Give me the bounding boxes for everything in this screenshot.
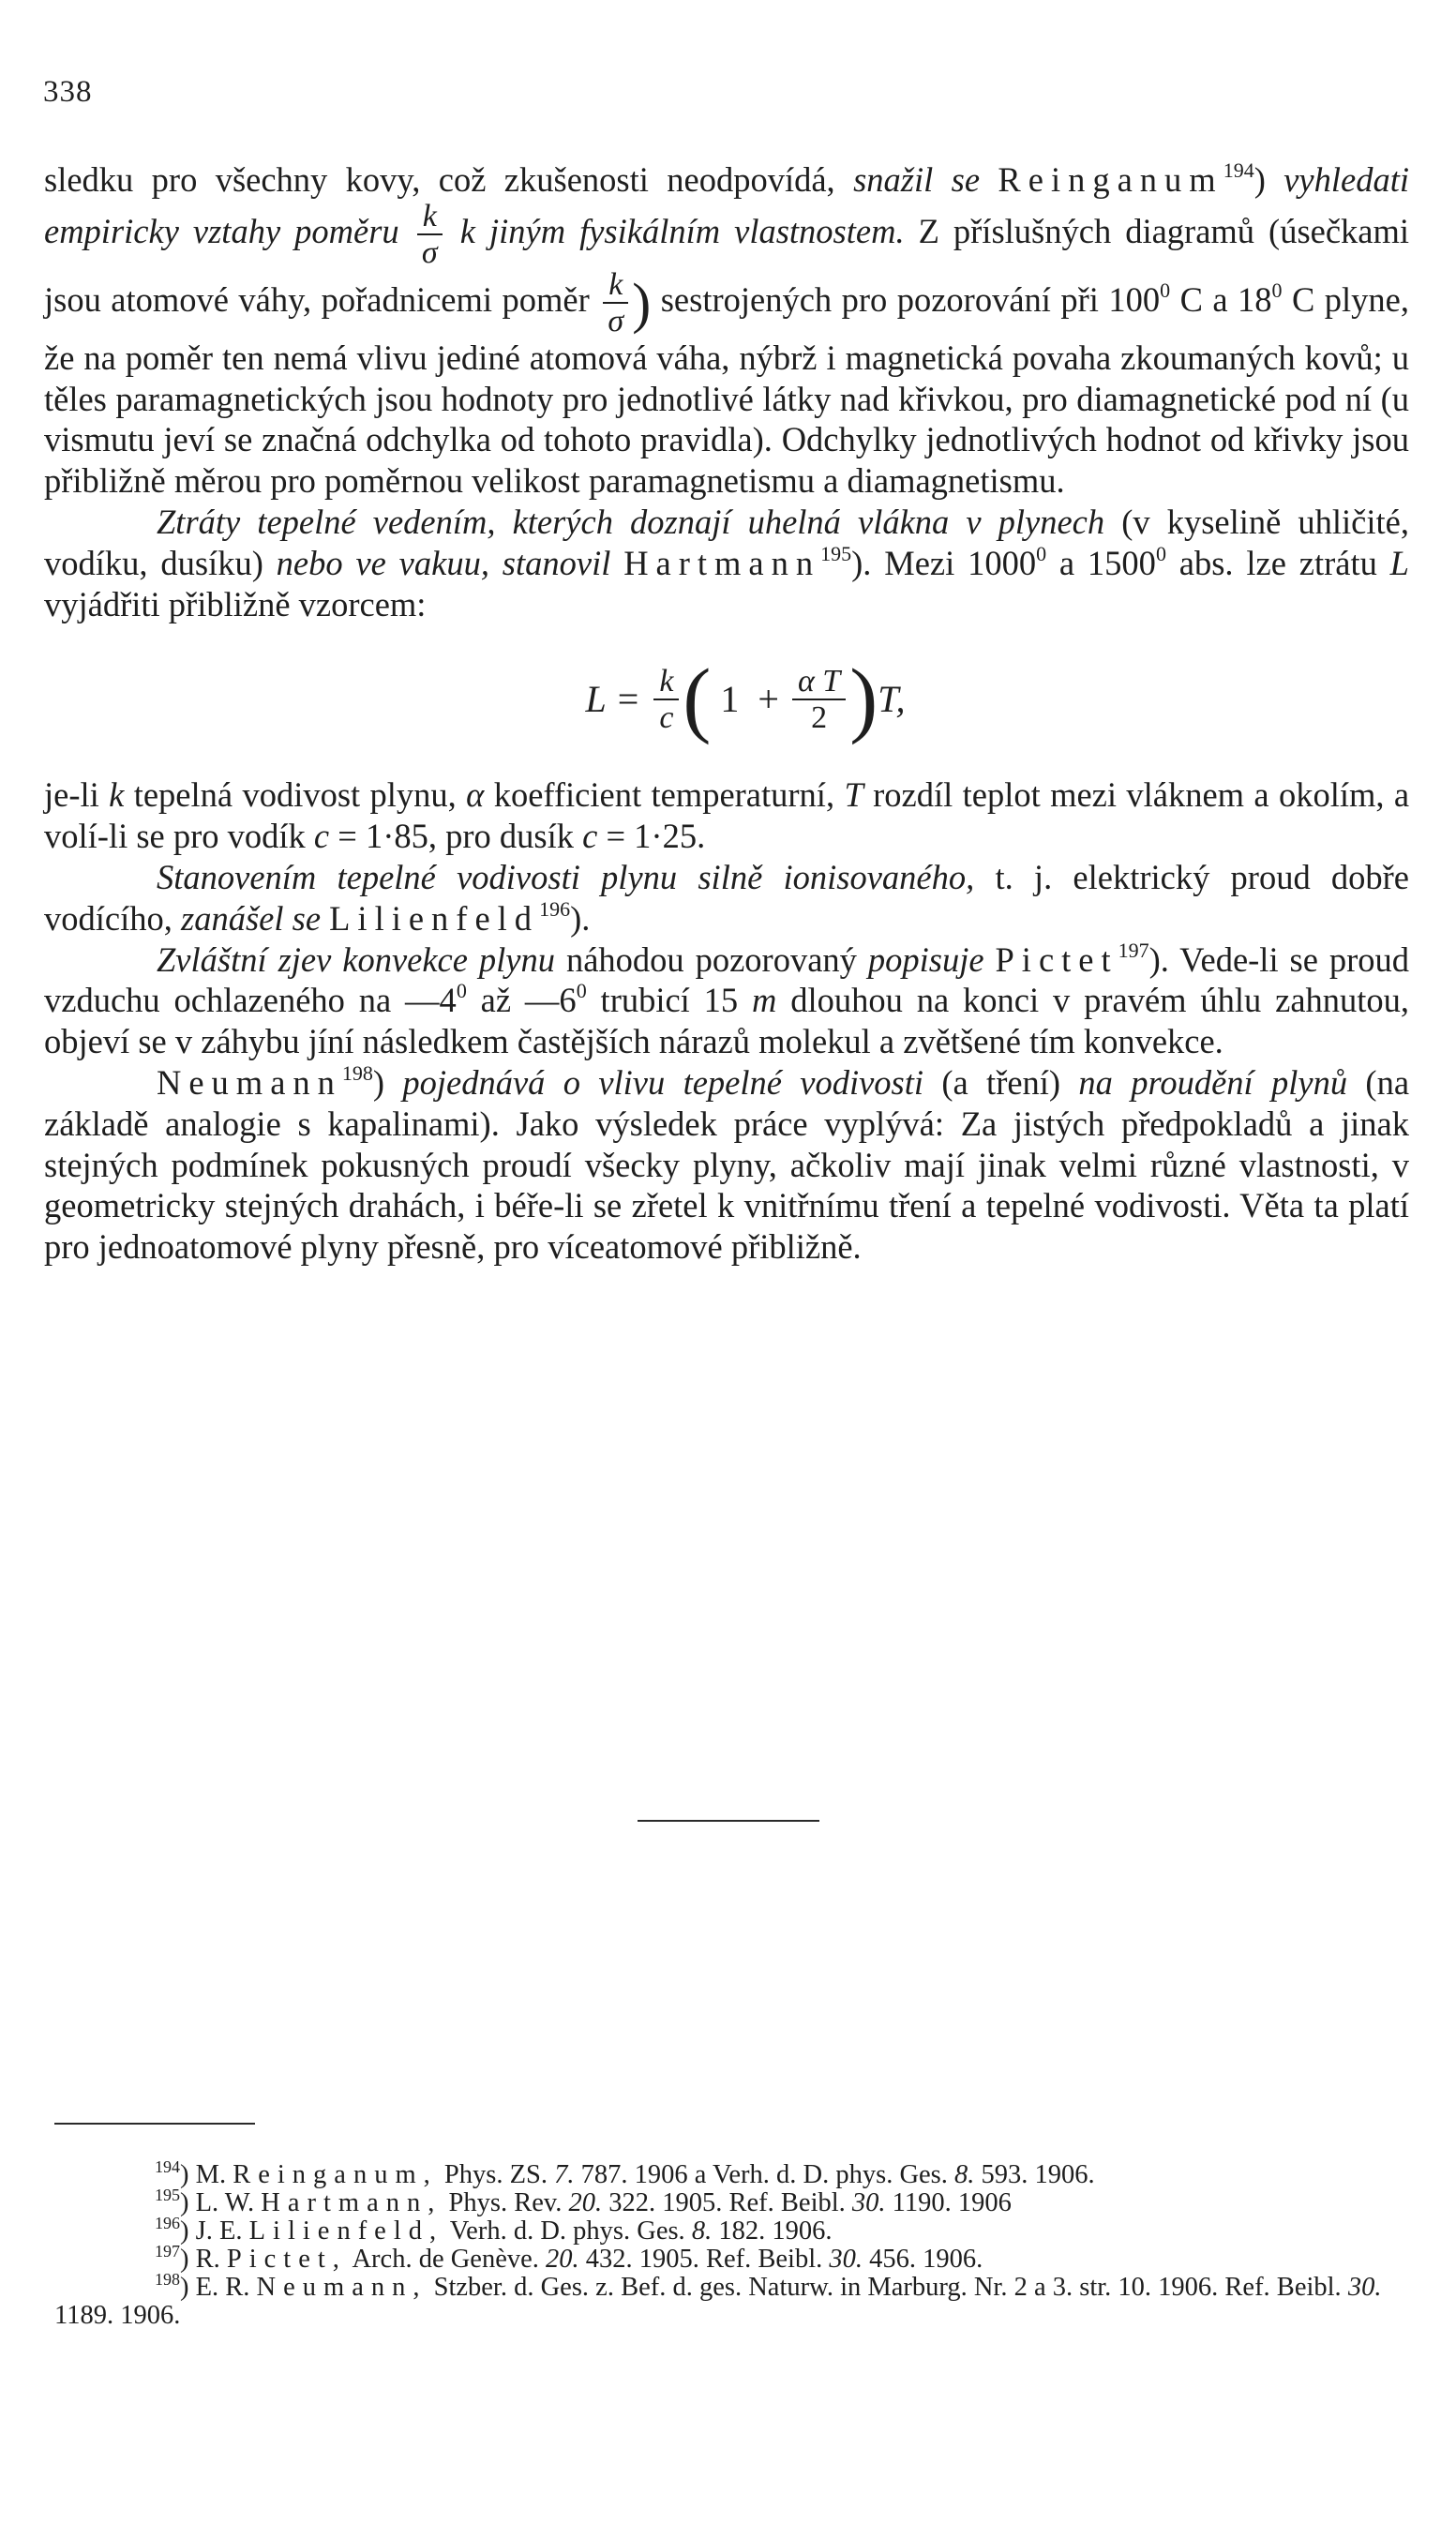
author-name: Neumann,: [256, 2273, 428, 2302]
text: sestrojených pro pozorování při 100: [660, 279, 1161, 319]
fraction-k-sigma-2: [603, 266, 628, 338]
footnote-196: [54, 2214, 1409, 2246]
degree-mark: 0: [1160, 278, 1171, 302]
text: C a 18: [1179, 279, 1272, 319]
fraction-numerator: k: [417, 201, 443, 235]
emphasis: na proudění plynů: [1078, 1062, 1348, 1102]
text: 182. 1906.: [718, 2216, 833, 2246]
emphasis: nebo ve vakuu, stanovil: [276, 543, 611, 582]
fraction-k-sigma: [417, 198, 443, 270]
author-name: Reinganum: [998, 160, 1223, 199]
text: náhodou pozorovaný: [565, 939, 857, 979]
text: ).: [570, 898, 591, 938]
formula-heat-loss: L = $\frac{k}{c}$ ( 1 + $\frac{\text{α T}}{2}$ ) T,: [585, 653, 906, 746]
paragraph-2: [44, 502, 1409, 624]
text: = 1·25.: [606, 817, 706, 856]
section-separator: [638, 1820, 819, 1822]
footnote-number: 196: [155, 2214, 180, 2232]
variable-c: c: [582, 817, 598, 856]
footnote-ref[interactable]: 198: [341, 1060, 373, 1085]
footnote-ref[interactable]: 195: [820, 541, 852, 565]
text: t. j. elektrický proud dobře vodícího,: [44, 857, 1409, 938]
text: Stzber. d. Ges. z. Bef. d. ges. Naturw. in Marburg. Nr. 2 a 3. str. 10. 1906. Ref. Beibl.: [433, 2273, 1342, 2302]
footnote-198: [54, 2270, 1409, 2330]
text: a 1500: [1058, 543, 1156, 582]
paragraph-6: [44, 1062, 1409, 1268]
text: ): [1253, 160, 1266, 199]
footnote-number: 195: [155, 2186, 180, 2204]
text: Arch. de Genève.: [352, 2245, 539, 2274]
text: Phys. ZS.: [443, 2160, 548, 2189]
fraction-denominator: c: [659, 699, 674, 735]
emphasis: pojednává o vlivu tepelné vodivosti: [402, 1062, 924, 1102]
degree-mark: 0: [456, 979, 467, 1003]
footnote-ref[interactable]: 196: [539, 896, 571, 921]
text: trubicí 15: [600, 981, 739, 1020]
text: 787. 1906 a Verh. d. D. phys. Ges.: [580, 2160, 948, 2189]
text: Mezi 1000: [884, 543, 1037, 582]
footnote-195: [54, 2186, 1409, 2217]
text: ) E. R.: [180, 2273, 250, 2302]
footnote-number: 197: [155, 2242, 180, 2261]
volume: 30.: [829, 2245, 863, 2274]
text: ) M.: [180, 2160, 227, 2189]
emphasis: popisuje: [867, 939, 984, 979]
text: vyjádřiti přibližně vzorcem:: [44, 584, 427, 623]
variable-c: c: [313, 817, 330, 856]
variable-alpha: α: [466, 775, 485, 815]
text: je-li: [44, 775, 99, 815]
formula-plus: +: [758, 678, 779, 721]
footnote-194: [54, 2157, 1409, 2189]
emphasis: k jiným fysikálním vlastnostem.: [459, 211, 905, 250]
emphasis: Zvláštní zjev konvekce plynu: [157, 939, 555, 979]
text: = 1·85, pro dusík: [338, 817, 574, 856]
text: (a tření): [941, 1062, 1061, 1102]
text: 593. 1906.: [981, 2160, 1095, 2189]
volume: 30.: [1347, 2273, 1382, 2302]
variable-T: T: [844, 775, 863, 815]
fraction-denominator: σ: [608, 303, 624, 338]
degree-mark: 0: [1036, 541, 1047, 565]
volume: 8.: [691, 2216, 713, 2246]
text: Verh. d. D. phys. Ges.: [449, 2216, 685, 2246]
formula-fraction-aT-2: [792, 663, 846, 735]
text: ).: [851, 543, 872, 582]
volume: 30.: [851, 2188, 886, 2217]
text: (v kyselině uhličité, vodíku, dusíku): [44, 502, 1409, 582]
text: C plyne, že na poměr ten nemá vlivu jediné atomová váha, nýbrž i magnetická povaha zkoumaných kovů; u těles paramagnetických jsou hodnoty pro jednotlivé látky nad křivkou, pro diamagnetické pod ní (u vismutu jeví se značná odchylka od tohoto pravidla). Odchylky jednotlivých hodnot od křivky jsou přibližně měrou pro poměrnou velikost paramagnetismu a diamagnetismu.: [44, 279, 1409, 501]
emphasis: Ztráty tepelné vedením, kterých doznají uhelná vlákna v plynech: [157, 502, 1105, 541]
text: sledku pro všechny kovy, což zkušenosti neodpovídá,: [44, 160, 835, 199]
text: abs. lze ztrátu: [1178, 543, 1377, 582]
formula-L: L: [585, 678, 607, 721]
paragraph-3: [44, 774, 1409, 857]
footnote-ref[interactable]: 197: [1118, 938, 1149, 962]
paragraph-4: [44, 857, 1409, 939]
text: dlouhou na konci v pravém úhlu zahnutou, objeví se v záhybu jíní následkem častějších nárazů molekul a zvětšené tím konvekce.: [44, 981, 1410, 1061]
author-name: Neumann: [157, 1062, 342, 1102]
text: 322. 1905. Ref. Beibl.: [608, 2188, 846, 2217]
text: (na základě analogie s kapalinami). Jako výsledek práce vyplývá: Za jistých předpokladů a jinak stejných podmínek pokusných proudí všecky plyny, ačkoliv mají jinak velmi různé vlastnosti, v geometricky stejných drahách, i béře-li se zřetel k vnitřnímu tření a tepelné vodivosti. Věta ta platí pro jednoatomové plyny přesně, pro víceatomové přibližně.: [44, 1062, 1410, 1267]
author-name: Hartmann,: [261, 2188, 443, 2217]
formula-T: T,: [878, 678, 906, 721]
page-number: 338: [43, 75, 93, 109]
volume: 8.: [954, 2160, 975, 2189]
volume: 20.: [568, 2188, 603, 2217]
volume: 20.: [546, 2245, 579, 2274]
volume: 7.: [554, 2160, 575, 2189]
closing-paren: ): [632, 272, 652, 335]
text: 432. 1905. Ref. Beibl.: [585, 2245, 823, 2274]
degree-mark: 0: [1155, 541, 1166, 565]
footnote-ref[interactable]: 194: [1223, 158, 1254, 182]
footnotes: [54, 2157, 1409, 2330]
text: Phys. Rev.: [448, 2188, 563, 2217]
author-name: Hartmann: [623, 543, 821, 582]
footnote-number: 198: [155, 2270, 180, 2289]
text: ). Vede-li se proud vzduchu ochlazeného na —4: [44, 939, 1410, 1020]
text: ) J. E.: [180, 2216, 243, 2246]
text: 456. 1906.: [869, 2245, 983, 2274]
author-name: Pictet: [995, 939, 1118, 979]
unit-m: m: [752, 981, 777, 1020]
formula-one: 1: [720, 678, 740, 721]
text: koefficient temperaturní,: [493, 775, 835, 815]
degree-mark: 0: [576, 979, 587, 1003]
fraction-denominator: σ: [421, 234, 438, 270]
paragraph-5: [44, 939, 1409, 1062]
variable-k: k: [109, 775, 125, 815]
footnote-rule: [54, 2123, 255, 2125]
text: 1189. 1906.: [54, 2301, 181, 2330]
author-name: Lilienfeld: [329, 898, 540, 938]
paragraph-1: [44, 159, 1409, 502]
degree-mark: 0: [1271, 278, 1283, 302]
text: až —6: [480, 981, 577, 1020]
text: ): [372, 1062, 385, 1102]
emphasis: vyhledati empiricky vztahy poměru: [44, 160, 1409, 250]
emphasis: zanášel se: [180, 898, 322, 938]
emphasis: Stanovením tepelné vodivosti plynu silně ionisovaného,: [157, 857, 975, 896]
author-name: Pictet,: [226, 2245, 347, 2274]
variable-L: L: [1389, 543, 1409, 582]
emphasis: snažil se: [853, 160, 981, 199]
text: ) L. W.: [180, 2188, 255, 2217]
text: rozdíl teplot mezi vláknem a okolím, a volí-li se pro vodík: [44, 775, 1410, 856]
formula-fraction-k-c: [653, 663, 679, 735]
fraction-numerator: k: [653, 666, 679, 700]
text: ) R.: [180, 2245, 220, 2274]
author-name: Lilienfeld,: [248, 2216, 444, 2246]
author-name: Reinganum,: [233, 2160, 438, 2189]
footnote-number: 194: [155, 2157, 180, 2176]
body-text: [44, 159, 1409, 1268]
fraction-denominator: 2: [811, 699, 828, 735]
footnote-197: [54, 2242, 1409, 2274]
text: 1190. 1906: [892, 2188, 1012, 2217]
fraction-numerator: k: [603, 269, 628, 304]
formula-equals: =: [617, 678, 639, 721]
fraction-numerator: α T: [792, 666, 846, 700]
text: Z příslušných diagramů (úsečkami jsou atomové váhy, pořadnicemi poměr: [44, 211, 1410, 319]
text: tepelná vodivost plynu,: [133, 775, 457, 815]
